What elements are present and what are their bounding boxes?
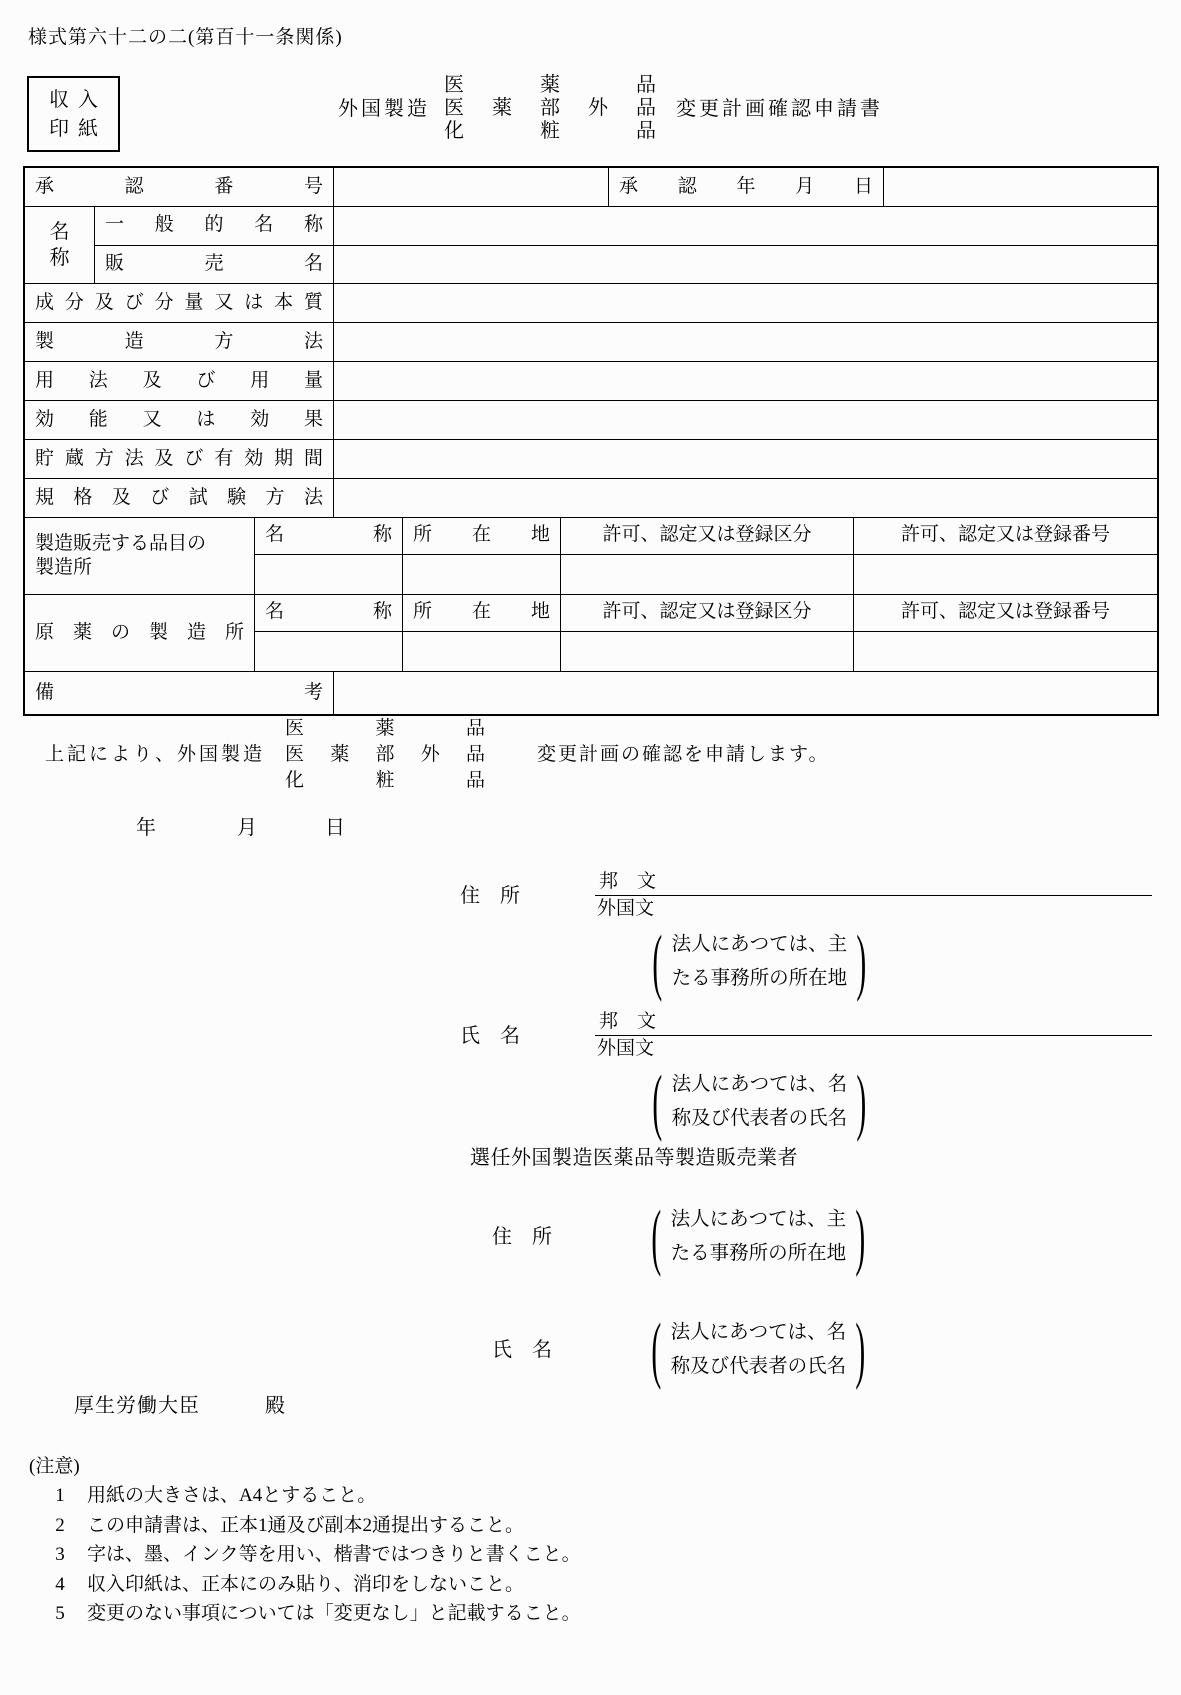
date-year-label: 年: [136, 817, 156, 839]
row-marketed-site: [25, 518, 1157, 595]
api-site-address-value: [403, 632, 561, 671]
name-subrows: [95, 207, 1157, 283]
note-item: [53, 1481, 581, 1511]
applicant-name-lines: [595, 1011, 1152, 1060]
storage-label: 貯蔵方法及び有効期間: [25, 440, 334, 478]
manufacturing-method-label: 製造方法: [25, 323, 334, 361]
generic-name-label: 一般的名称: [95, 207, 334, 245]
revenue-stamp-box: [27, 76, 120, 152]
note-line: たる事務所の所在地: [670, 1243, 847, 1264]
sentence-prefix: 上記により、外国製造: [45, 743, 266, 765]
row-remarks: [25, 672, 1157, 714]
site-license-number-header: 許可、認定又は登録番号: [900, 601, 1110, 623]
agent-address-note: [644, 1196, 873, 1278]
site-license-category-header: 許可、認定又は登録区分: [561, 518, 854, 554]
site-name-header: 名称: [255, 518, 403, 554]
api-site-license-number-value: [854, 632, 1157, 671]
note-number: 2: [55, 1514, 65, 1536]
api-site-label: 原薬の製造所: [25, 595, 255, 671]
applicant-address-lines: [595, 871, 1152, 920]
date-month-label: 月: [237, 817, 257, 839]
note-text: 用紙の大きさは、A4とすること。: [87, 1485, 377, 1506]
note-text: 収入印紙は、正本にのみ貼り、消印をしないこと。: [87, 1573, 525, 1595]
date-day-label: 日: [325, 817, 345, 839]
honorific-label: 殿: [265, 1395, 286, 1417]
efficacy-value: [334, 401, 1157, 439]
close-paren: ): [855, 1196, 866, 1278]
revenue-stamp-line1: 収入: [49, 88, 107, 111]
applicant-address-note: [645, 921, 874, 1003]
specifications-value: [334, 479, 1157, 517]
form-code: 様式第六十二の二(第百十一条関係): [28, 27, 343, 48]
site-license-category-header: 許可、認定又は登録区分: [561, 595, 854, 631]
note-item: [53, 1540, 581, 1570]
dosage-label: 用法及び用量: [25, 362, 334, 400]
row-names: [25, 207, 1157, 284]
site-name-header: 名称: [255, 595, 403, 631]
brand-name-label: 販売名: [95, 246, 334, 284]
open-paren: (: [652, 921, 663, 1003]
marketed-site-value-row: [255, 555, 1157, 594]
ingredients-label: 成分及び分量又は本質: [25, 284, 334, 322]
marketed-site-subtable: [255, 518, 1157, 594]
agent-address-label: 住 所: [492, 1226, 552, 1248]
ingredients-value: [334, 284, 1157, 322]
close-paren: ): [856, 921, 867, 1003]
specifications-label: 規格及び試験方法: [25, 479, 334, 517]
agent-address-block: [492, 1196, 873, 1278]
agent-name-note: [644, 1309, 873, 1391]
note-line: 称及び代表者の氏名: [671, 1108, 848, 1129]
revenue-stamp-line2: 印紙: [49, 117, 107, 140]
open-paren: (: [651, 1196, 662, 1278]
note-text: この申請書は、正本1通及び副本2通提出すること。: [87, 1514, 525, 1536]
row-storage: [25, 440, 1157, 479]
note-number: 1: [55, 1485, 65, 1506]
note-line: 法人にあつては、主: [671, 934, 848, 955]
sentence-suffix: 変更計画の確認を申請します。: [537, 743, 830, 765]
dosage-value: [334, 362, 1157, 400]
note-line: 法人にあつては、主: [670, 1209, 847, 1230]
marketed-site-label: 製造販売する品目の製造所: [25, 518, 255, 594]
site-license-number-header: 許可、認定又は登録番号: [900, 524, 1110, 546]
close-paren: ): [855, 1309, 866, 1391]
japanese-script-label: 邦 文: [595, 1011, 1152, 1036]
agent-name-block: [492, 1309, 873, 1391]
brand-name-row: [95, 246, 1157, 284]
generic-name-value: [334, 207, 1157, 245]
notes-heading: (注意): [29, 1456, 80, 1477]
note-item: [53, 1511, 581, 1541]
note-text: 変更のない事項については「変更なし」と記載すること。: [87, 1603, 581, 1624]
marketed-site-address-value: [403, 555, 561, 594]
application-table: [23, 166, 1159, 716]
note-item: [53, 1570, 581, 1600]
storage-value: [334, 440, 1157, 478]
remarks-value: [334, 672, 1157, 714]
manufacturing-method-value: [334, 323, 1157, 361]
note-line: たる事務所の所在地: [671, 968, 848, 989]
api-site-subtable: [255, 595, 1157, 671]
addressee-line: [74, 1394, 286, 1418]
approval-number-label: 承認番号: [25, 168, 334, 206]
open-paren: (: [651, 1309, 662, 1391]
title-prefix: 外国製造: [338, 97, 430, 120]
agent-name-label: 氏 名: [492, 1339, 552, 1361]
note-line: 称及び代表者の氏名: [670, 1356, 847, 1377]
api-site-license-category-value: [561, 632, 854, 671]
approval-date-label: 承認年月日: [609, 168, 884, 206]
applicant-name-label: 氏 名: [460, 1024, 520, 1047]
notes-section: [29, 1452, 581, 1629]
close-paren: ): [856, 1061, 867, 1143]
foreign-script-label: 外国文: [597, 1038, 655, 1059]
remarks-label: 備考: [25, 672, 334, 714]
site-address-header: 所在地: [403, 595, 561, 631]
applicant-address-label: 住 所: [460, 884, 520, 907]
note-number: 4: [55, 1573, 65, 1595]
form-title: [338, 74, 883, 143]
note-number: 3: [55, 1544, 65, 1565]
marketed-site-name-value: [255, 555, 403, 594]
open-paren: (: [652, 1061, 663, 1143]
note-number: 5: [55, 1603, 65, 1624]
generic-name-row: [95, 207, 1157, 246]
row-efficacy: [25, 401, 1157, 440]
foreign-script-label: 外国文: [597, 898, 655, 919]
note-line: 法人にあつては、名: [671, 1074, 848, 1095]
marketed-site-license-number-value: [854, 555, 1157, 594]
note-text: 字は、墨、インク等を用い、楷書ではつきりと書くこと。: [87, 1544, 581, 1565]
brand-name-value: [334, 246, 1157, 284]
name-group-label: 名称: [25, 207, 95, 283]
note-item: [53, 1599, 581, 1629]
japanese-script-label: 邦 文: [595, 871, 1152, 896]
row-ingredients: [25, 284, 1157, 323]
row-manufacturing-method: [25, 323, 1157, 362]
row-specifications: [25, 479, 1157, 518]
marketed-site-header-row: [255, 518, 1157, 555]
api-site-value-row: [255, 632, 1157, 671]
date-line: [136, 816, 345, 840]
approval-date-value: [884, 168, 1157, 206]
applicant-address-block: [460, 871, 1152, 920]
api-site-name-value: [255, 632, 403, 671]
note-line: 法人にあつては、名: [670, 1322, 847, 1343]
row-approval: [25, 168, 1157, 207]
applicant-name-block: [460, 1011, 1152, 1060]
site-address-header: 所在地: [403, 518, 561, 554]
efficacy-label: 効能又は効果: [25, 401, 334, 439]
row-api-site: [25, 595, 1157, 672]
applicant-name-note: [645, 1061, 874, 1143]
marketed-site-license-category-value: [561, 555, 854, 594]
row-dosage: [25, 362, 1157, 401]
application-sentence: [45, 716, 830, 794]
api-site-header-row: [255, 595, 1157, 632]
minister-label: 厚生労働大臣: [74, 1395, 200, 1417]
title-product-stack: 医 薬 品 医 薬 部 外 品 化 粧 品: [444, 74, 656, 142]
approval-number-value: [334, 168, 609, 206]
sentence-product-stack: 医 薬 品 医 薬 部 外 品 化 粧 品: [285, 718, 485, 791]
title-suffix: 変更計画確認申請書: [676, 97, 883, 120]
agent-heading: 選任外国製造医薬品等製造販売業者: [470, 1147, 798, 1169]
